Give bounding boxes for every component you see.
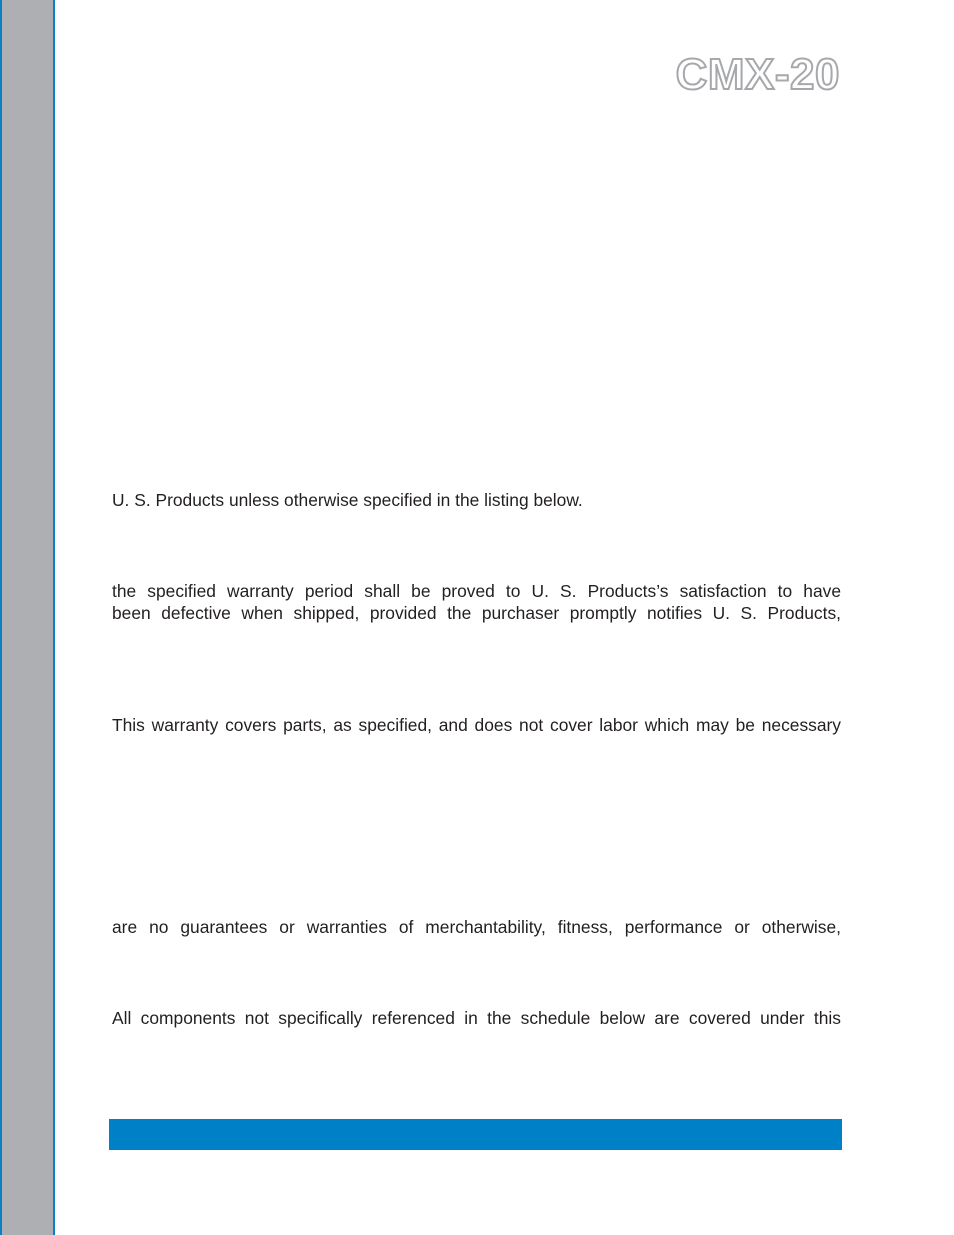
model-title: CMX-20: [675, 50, 840, 99]
paragraph-warranty-period-line1: the specified warranty period shall be proved to U. S. Products’s satisfaction to have: [112, 581, 841, 601]
paragraph-components-coverage: All components not specifically referenced in the schedule below are covered under this: [112, 1008, 841, 1028]
paragraph-warranty-period-line2: been defective when shipped, provided the purchaser promptly notifies U. S. Products,: [112, 603, 841, 623]
paragraph-no-guarantees: are no guarantees or warranties of merchantability, fitness, performance or otherwise,: [112, 917, 841, 937]
left-margin-bar: [0, 0, 55, 1235]
section-header-band: [109, 1119, 842, 1150]
paragraph-products-listing: U. S. Products unless otherwise specified in the listing below.: [112, 490, 583, 510]
paragraph-parts-coverage: This warranty covers parts, as specified, and does not cover labor which may be necessary: [112, 715, 841, 735]
